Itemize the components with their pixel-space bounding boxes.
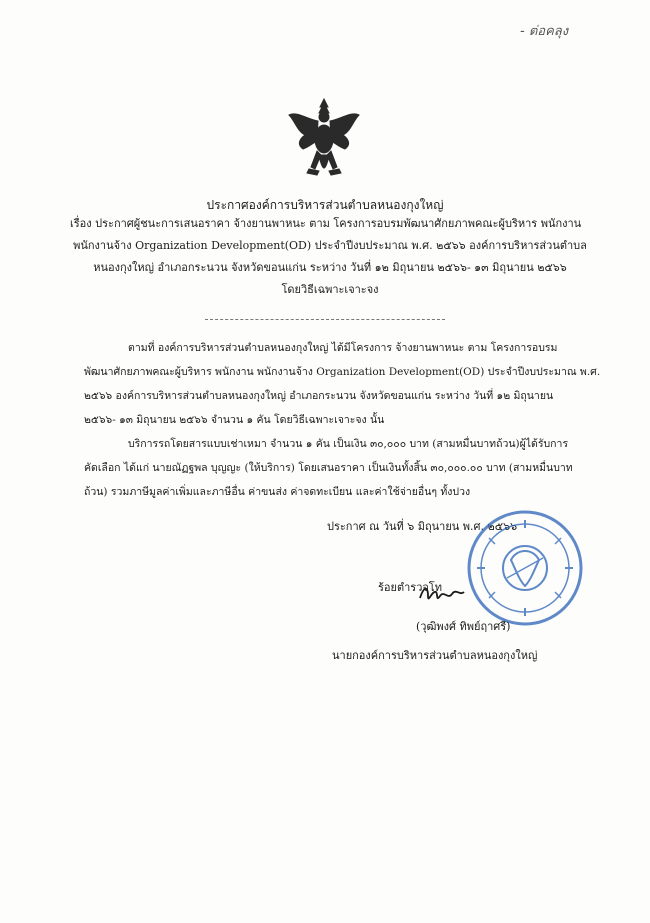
official-seal-icon — [465, 508, 585, 628]
body-line: คัดเลือก ได้แก่ นายณัฏฐพล บุญญะ (ให้บริการ) โดยเสนอราคา เป็นเงินทั้งสิ้น ๓๐,๐๐๐.๐๐ บาท (สามหมื่นบาท — [84, 462, 573, 474]
document-body — [84, 336, 601, 504]
body-line: ตามที่ องค์การบริหารส่วนตำบลหนองกุงใหญ่ ได้มีโครงการ จ้างยานพาหนะ ตาม โครงการอบรม — [128, 342, 558, 354]
body-line: ถ้วน) รวมภาษีมูลค่าเพิ่มและภาษีอื่น ค่าขนส่ง ค่าจดทะเบียน และค่าใช้จ่ายอื่นๆ ทั้งปวง — [84, 486, 471, 498]
announcement-date: ประกาศ ณ วันที่ ๖ มิถุนายน พ.ศ. ๒๕๖๖ — [327, 520, 518, 533]
subject-line: เรื่อง ประกาศผู้ชนะการเสนอราคา จ้างยานพาหนะ ตาม โครงการอบรมพัฒนาศักยภาพคณะผู้บริหาร พนักงาน — [70, 217, 582, 230]
body-line: พัฒนาศักยภาพคณะผู้บริหาร พนักงาน พนักงานจ้าง Organization Development(OD) ประจำปีงบประมาณ พ.ศ. — [84, 366, 601, 378]
signer-name: (วุฒิพงศ์ ทิพย์ฤาศรี) — [416, 620, 511, 633]
document-subject — [70, 213, 590, 301]
signer-position: นายกองค์การบริหารส่วนตำบลหนองกุงใหญ่ — [332, 649, 538, 662]
handwritten-note: - ต่อคลุง — [520, 24, 569, 39]
body-line: บริการรถโดยสารแบบเช่าเหมา จำนวน ๑ คัน เป็นเงิน ๓๐,๐๐๐ บาท (สามหมื่นบาทถ้วน)ผู้ได้รับการ — [128, 438, 569, 450]
document-title: ประกาศองค์การบริหารส่วนตำบลหนองกุงใหญ่ — [206, 198, 444, 212]
signer-rank: ร้อยตำรวจโท — [378, 581, 442, 594]
subject-line: หนองกุงใหญ่ อำเภอกระนวน จังหวัดขอนแก่น ระหว่าง วันที่ ๑๒ มิถุนายน ๒๕๖๖- ๑๓ มิถุนายน ๒๕๖๖ — [93, 261, 567, 274]
body-line: ๒๕๖๖- ๑๓ มิถุนายน ๒๕๖๖ จำนวน ๑ คัน โดยวิธีเฉพาะเจาะจง นั้น — [84, 414, 385, 426]
subject-line: พนักงานจ้าง Organization Development(OD) ประจำปีงบประมาณ พ.ศ. ๒๕๖๖ องค์การบริหารส่วนตำบล — [73, 239, 587, 252]
body-line: ๒๕๖๖ องค์การบริหารส่วนตำบลหนองกุงใหญ่ อำเภอกระนวน จังหวัดขอนแก่น ระหว่าง วันที่ ๑๒ มิถุนายน — [84, 390, 554, 402]
dashed-divider — [205, 319, 445, 320]
garuda-emblem-icon — [285, 97, 363, 185]
subject-line: โดยวิธีเฉพาะเจาะจง — [281, 283, 379, 296]
